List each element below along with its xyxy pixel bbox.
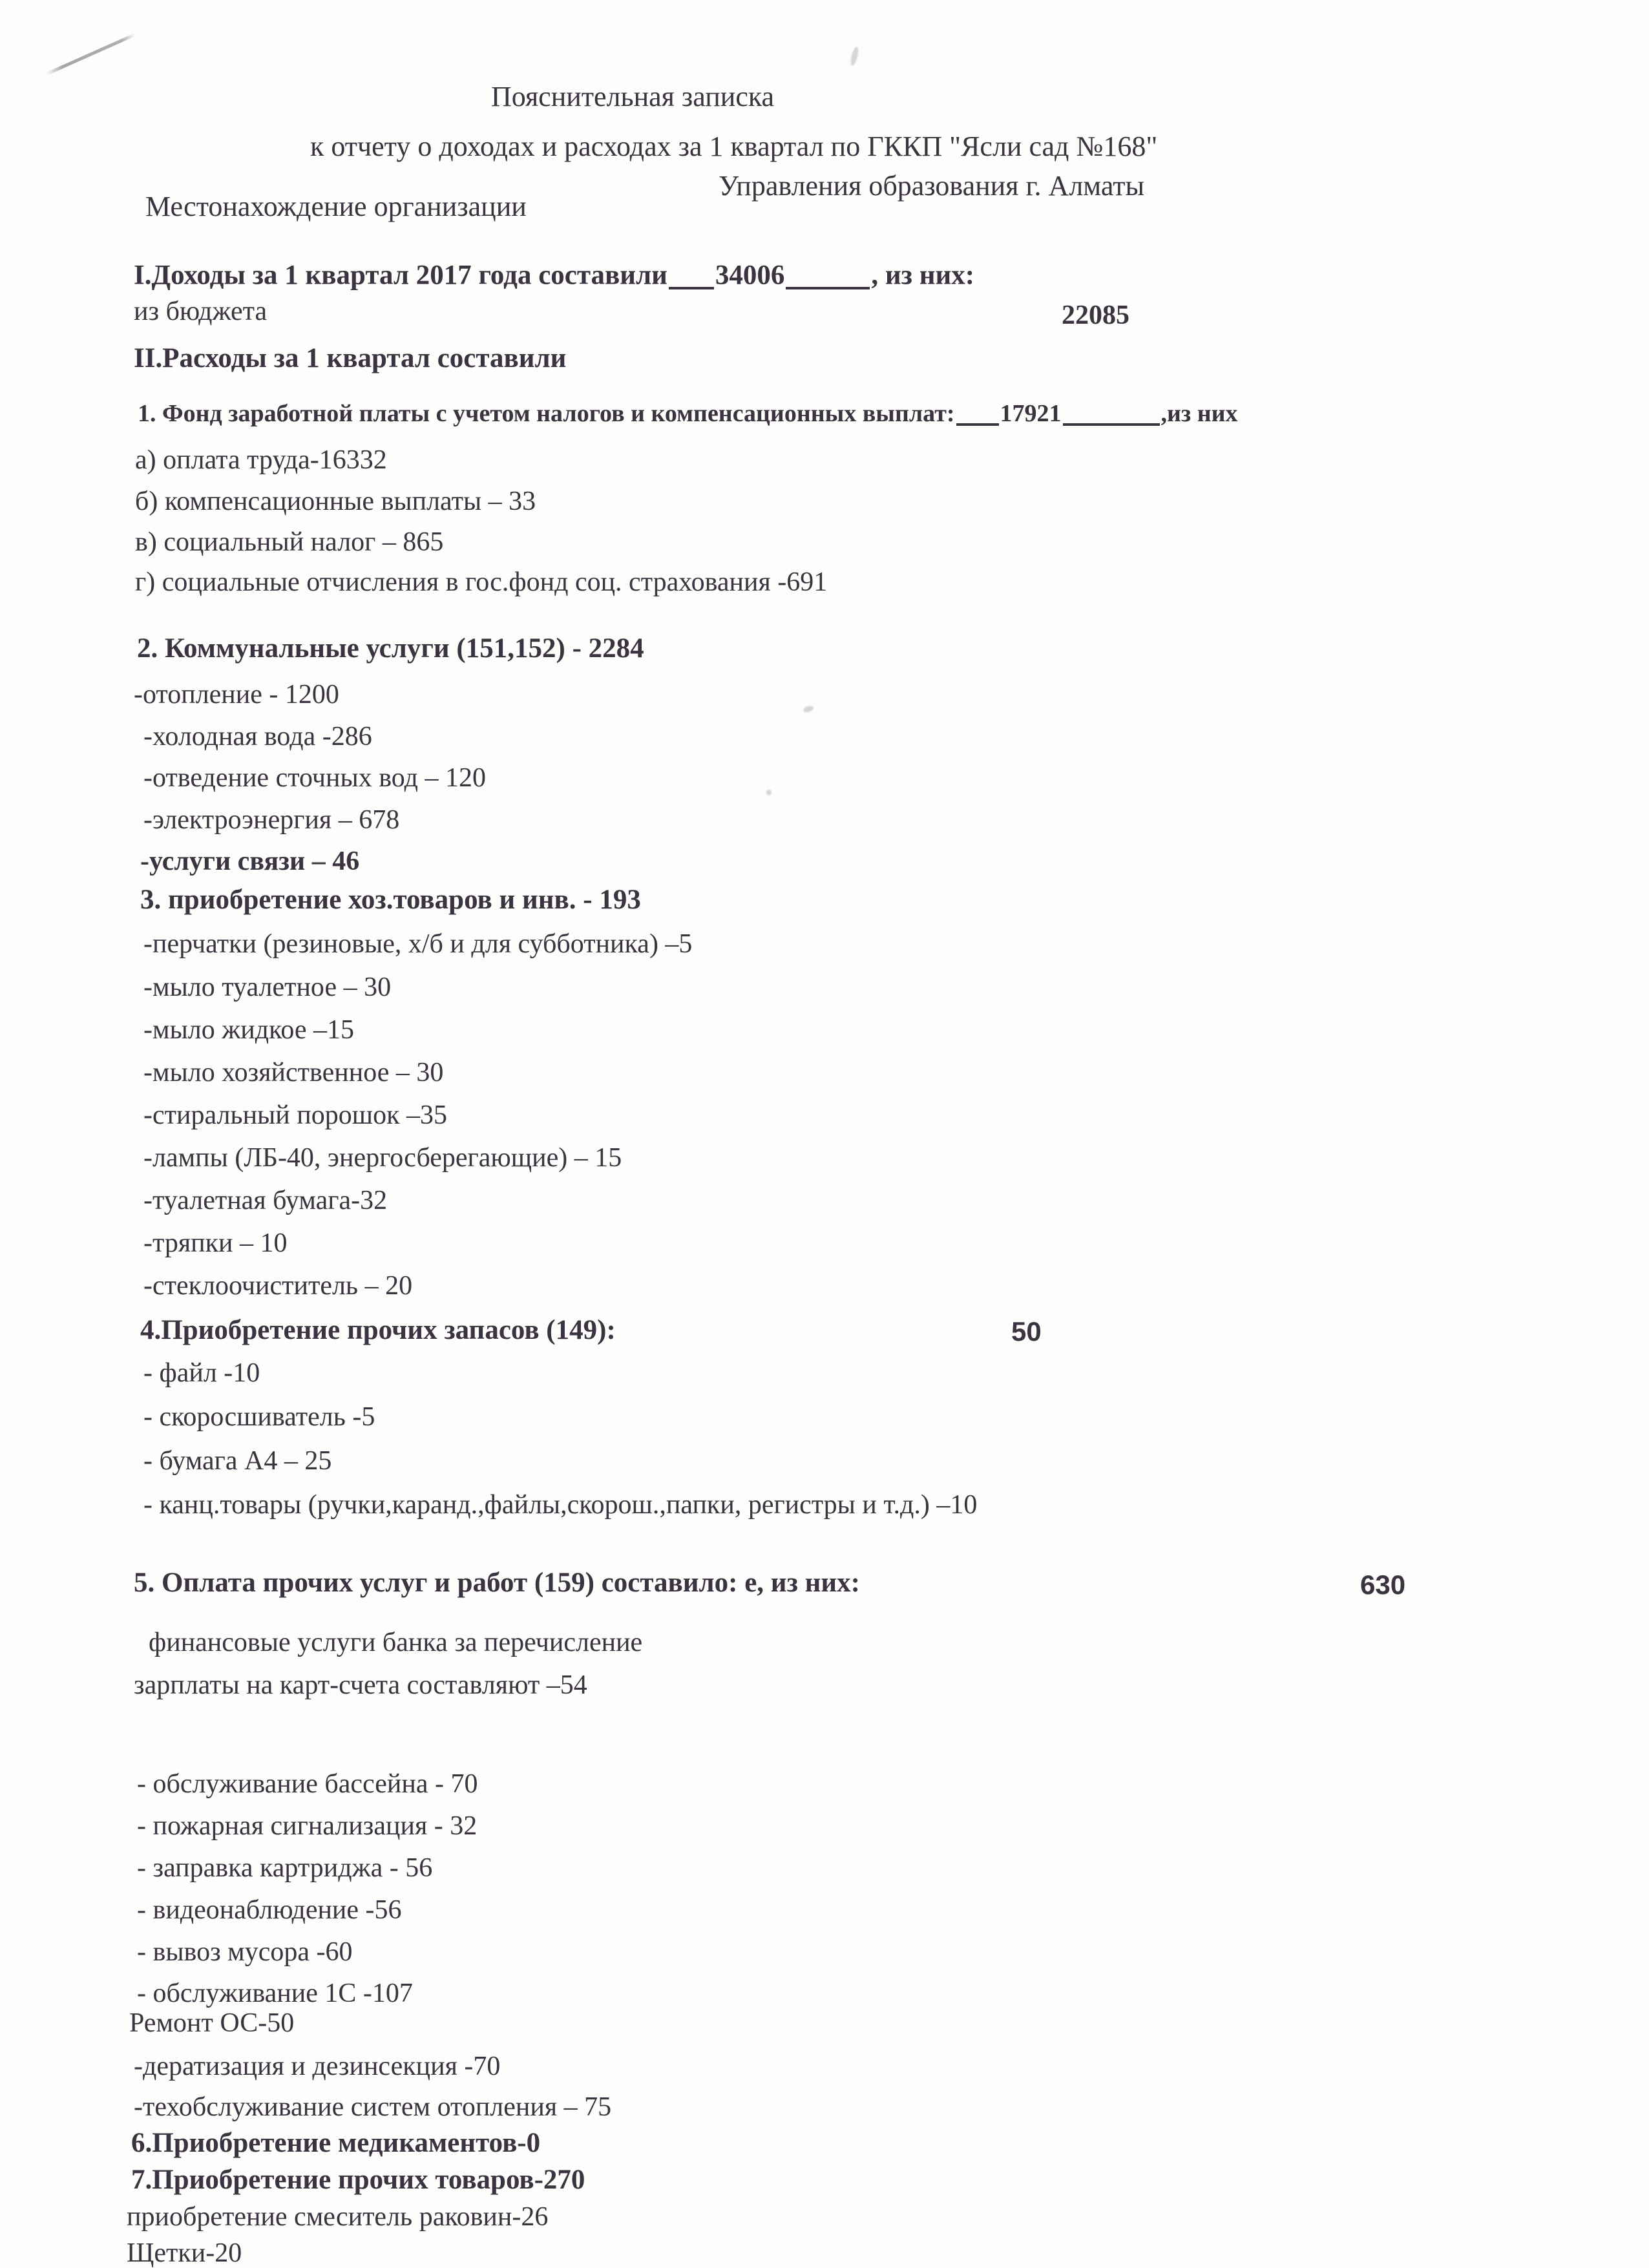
section-5-item-heating-service: -техобслуживание систем отопления – 75 <box>134 2092 612 2122</box>
section-2-item-cold-water: -холодная вода -286 <box>143 722 372 751</box>
section-5-item-cartridge: - заправка картриджа - 56 <box>137 1853 433 1883</box>
section-3-item-gloves: -перчатки (резиновые, х/б и для субботника) –5 <box>143 929 693 959</box>
section-5-amount: 630 <box>1360 1570 1406 1600</box>
section-1-item-a: а) оплата труда-16332 <box>135 445 387 475</box>
scan-smudge <box>803 705 814 714</box>
section-1-blank-left <box>956 401 999 426</box>
section-3-heading: 3. приобретение хоз.товаров и инв. - 193 <box>140 885 641 915</box>
income-budget-label: из бюджета <box>134 297 268 326</box>
section-1-heading <box>138 401 1238 426</box>
section-1-amount: 17921 <box>1000 399 1062 427</box>
income-heading-text: I.Доходы за 1 квартал 2017 года составили <box>134 260 667 291</box>
scan-artifact-mark <box>46 33 136 76</box>
section-4-heading: 4.Приобретение прочих запасов (149): <box>140 1315 616 1345</box>
section-5-item-os-repair: Ремонт ОС-50 <box>129 2008 295 2038</box>
document-subtitle-line2: Управления образования г. Алматы <box>719 170 1145 202</box>
section-3-item-glass-cleaner: -стеклоочиститель – 20 <box>143 1271 413 1301</box>
section-7-heading: 7.Приобретение прочих товаров-270 <box>131 2165 585 2195</box>
section-1-item-b: б) компенсационные выплаты – 33 <box>135 487 536 516</box>
section-3-item-laundry-soap: -мыло хозяйственное – 30 <box>143 1058 444 1087</box>
section-1-heading-text: 1. Фонд заработной платы с учетом налогов и компенсационных выплат: <box>138 399 955 427</box>
section-3-item-lamps: -лампы (ЛБ-40, энергосберегающие) – 15 <box>143 1143 622 1173</box>
section-2-item-heating: -отопление - 1200 <box>134 680 339 709</box>
section-2-heading: 2. Коммунальные услуги (151,152) - 2284 <box>137 633 644 664</box>
section-4-item-binder: - скоросшиватель -5 <box>143 1402 375 1432</box>
section-6-heading: 6.Приобретение медикаментов-0 <box>131 2128 541 2158</box>
section-5-item-pool: - обслуживание бассейна - 70 <box>137 1769 478 1799</box>
section-3-item-liquid-soap: -мыло жидкое –15 <box>143 1015 355 1045</box>
section-5-item-1c-support: - обслуживание 1С -107 <box>137 1979 413 2008</box>
income-budget-amount: 22085 <box>1062 300 1129 330</box>
section-5-item-fire-alarm: - пожарная сигнализация - 32 <box>137 1811 478 1841</box>
section-4-amount: 50 <box>1011 1316 1042 1347</box>
section-3-item-toilet-soap: -мыло туалетное – 30 <box>143 972 392 1002</box>
section-2-item-communication: -услуги связи – 46 <box>140 846 360 876</box>
expenses-heading: II.Расходы за 1 квартал составили <box>134 343 567 373</box>
organization-location-label: Местонахождение организации <box>145 191 527 222</box>
section-2-item-sewage: -отведение сточных вод – 120 <box>143 763 486 793</box>
section-5-item-video: - видеонаблюдение -56 <box>137 1895 402 1925</box>
section-5-note-line1: финансовые услуги банка за перечисление <box>149 1628 643 1657</box>
section-1-blank-right <box>1063 401 1160 426</box>
income-heading-suffix: , из них: <box>871 260 975 291</box>
section-5-item-waste-removal: - вывоз мусора -60 <box>137 1937 353 1967</box>
section-4-item-file: - файл -10 <box>143 1358 260 1388</box>
section-3-item-toilet-paper: -туалетная бумага-32 <box>143 1186 388 1215</box>
section-3-item-rags: -тряпки – 10 <box>143 1228 288 1258</box>
section-5-note-line2: зарплаты на карт-счета составляют –54 <box>134 1670 587 1700</box>
section-7-item-brushes: Щетки-20 <box>127 2238 242 2268</box>
income-blank-right <box>786 261 870 289</box>
section-1-item-d: г) социальные отчисления в гос.фонд соц. страхования -691 <box>135 567 828 597</box>
income-amount: 34006 <box>715 260 785 291</box>
section-1-heading-suffix: ,из них <box>1161 399 1238 427</box>
section-5-item-pest-control: -дератизация и дезинсекция -70 <box>134 2052 501 2081</box>
section-4-item-stationery: - канц.товары (ручки,каранд.,файлы,скорош.,папки, регистры и т.д.) –10 <box>143 1490 978 1520</box>
section-3-item-detergent: -стиральный порошок –35 <box>143 1100 447 1130</box>
section-1-item-c: в) социальный налог – 865 <box>135 527 444 557</box>
page-title: Пояснительная записка <box>491 81 775 112</box>
scan-smudge <box>850 46 860 66</box>
scan-smudge <box>766 790 772 795</box>
section-2-item-electricity: -электроэнергия – 678 <box>143 805 400 835</box>
income-blank-left <box>669 261 714 289</box>
income-heading <box>134 261 974 289</box>
section-4-item-a4-paper: - бумага А4 – 25 <box>143 1446 332 1476</box>
section-5-heading: 5. Оплата прочих услуг и работ (159) составило: е, из них: <box>134 1568 860 1598</box>
document-subtitle-line1: к отчету о доходах и расходах за 1 квартал по ГККП "Ясли сад №168" <box>310 131 1158 162</box>
section-7-item-mixer-sinks: приобретение смеситель раковин-26 <box>127 2202 549 2232</box>
